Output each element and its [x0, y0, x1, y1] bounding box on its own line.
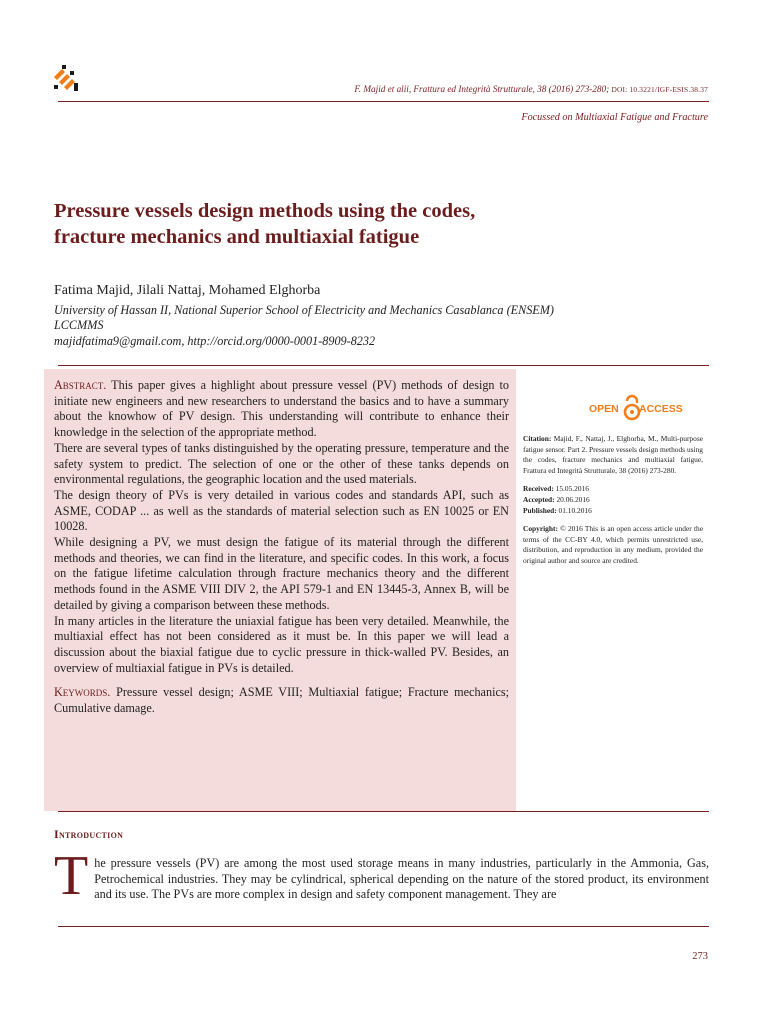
- contact-email-orcid[interactable]: majidfatima9@gmail.com, http://orcid.org/0000-0001-8909-8232: [54, 334, 376, 348]
- copyright-info: [523, 524, 703, 566]
- abstract: [54, 378, 509, 717]
- accepted-row: [523, 495, 590, 504]
- abstract-paragraph-5: In many articles in the literature the uniaxial fatigue has been very detailed. Meanwhile, the multiaxial effect has not been considered as it must be. In this paper we will lead a discussion about the biaxial fatigue due to cyclic pressure in thick-walled PV. Besides, an overview of multiaxial fatigue in PVs is detailed.: [54, 613, 509, 675]
- dates-info: [523, 484, 703, 516]
- authors: Fatima Majid, Jilali Nattaj, Mohamed Elghorba: [54, 283, 321, 298]
- keywords-heading: Keywords.: [54, 685, 111, 700]
- affiliation-line-2: LCCMMS: [54, 318, 104, 332]
- abstract-paragraph-1: [54, 378, 509, 441]
- open-access-logo-icon: [589, 393, 683, 425]
- article-info-sidebar: [523, 434, 703, 575]
- citation-label: Citation:: [523, 434, 552, 443]
- section-heading-introduction: Introduction: [54, 827, 124, 841]
- footer-rule: [58, 926, 709, 927]
- journal-logo-icon: [52, 63, 80, 93]
- keywords: [54, 685, 509, 716]
- abstract-paragraph-2: There are several types of tanks distinguished by the operating pressure, temperature and the safety system to predict. The selection of one or the other of these tanks depends on environmental regulations, the geographic location and the used materials.: [54, 440, 509, 487]
- drop-cap: T: [54, 845, 89, 907]
- citation-info: [523, 434, 703, 476]
- affiliation: [54, 303, 674, 333]
- title-line-2: fracture mechanics and multiaxial fatigue: [54, 226, 420, 248]
- abstract-bottom-rule: [58, 811, 709, 812]
- abstract-paragraph-4: While designing a PV, we must design the fatigue of its material through the different methods and theories, we can find in the literature, and specific codes. In this work, a focus on the fatigue lifetime calculation through fracture mechanics theory and the different methods found in the ASME VIII DIV 2, the API 579-1 and EN 13445-3, Annex B, will be detailed by giving a comparison between these methods.: [54, 535, 509, 612]
- citation-text: Majid, F., Nattaj, J., Elghorba, M., Multi-purpose fatigue sensor. Part 2. Pressure vessels design methods using the codes, fracture mechanics and multiaxial fatigue, Frattura ed Integrità Strutturale, 38 (2016) 273-280.: [523, 434, 703, 475]
- copyright-text: © 2016 This is an open access article under the terms of the CC-BY 4.0, which permits unrestricted use, distribution, and reproduction in any medium, provided the original author and source are credited.: [523, 524, 703, 565]
- abstract-heading: Abstract.: [54, 378, 107, 392]
- header-rule: [58, 101, 709, 102]
- page-number: 273: [692, 951, 708, 962]
- focus-issue-label: Focussed on Multiaxial Fatigue and Fracture: [521, 112, 708, 123]
- introduction-text: [54, 845, 709, 907]
- title-line-1: Pressure vessels design methods using the codes,: [54, 200, 476, 222]
- published-date: 01.10.2016: [558, 505, 592, 515]
- accepted-label: Accepted:: [523, 494, 555, 504]
- keywords-text: Pressure vessel design; ASME VIII; Multiaxial fatigue; Fracture mechanics; Cumulative damage.: [54, 685, 509, 716]
- received-date: 15.05.2016: [555, 484, 589, 494]
- published-row: [523, 506, 592, 515]
- running-header-citation: [354, 84, 708, 94]
- abstract-p1-text: This paper gives a highlight about pressure vessel (PV) methods of design to initiate new engineers and new researchers to understand the basics and to have a summary about the knowhow of PV design. This understanding will contribute to enhance their knowledge in the selection of the appropriate method.: [54, 378, 509, 440]
- paper-title: [54, 198, 674, 250]
- header-citation: F. Majid et alii, Frattura ed Integrità Strutturale, 38 (2016) 273-280;: [354, 84, 610, 94]
- open-access-right-text: ACCESS: [639, 403, 683, 415]
- published-label: Published:: [523, 505, 557, 515]
- abstract-top-rule: [58, 365, 709, 366]
- affiliation-line-1: University of Hassan II, National Superior School of Electricity and Mechanics Casablanca (ENSEM): [54, 303, 554, 317]
- received-row: [523, 484, 589, 493]
- received-label: Received:: [523, 484, 554, 494]
- accepted-date: 20.06.2016: [556, 494, 590, 504]
- introduction-paragraph: he pressure vessels (PV) are among the most used storage means in many industries, particularly in the Ammonia, Gas, Petrochemical industries. They may be cylindrical, spherical depending on the nature of the stored product, its environment and its use. The PVs are more complex in design and safety component management. They are: [94, 856, 709, 902]
- header-doi: DOI: 10.3221/IGF-ESIS.38.37: [611, 85, 708, 94]
- open-access-left-text: OPEN: [589, 403, 619, 415]
- open-lock-icon: [625, 396, 639, 419]
- copyright-label: Copyright:: [523, 524, 558, 534]
- abstract-paragraph-3: The design theory of PVs is very detailed in various codes and standards API, such as ASME, CODAP ... as well as the standards of material selection such as EN 10025 or EN 10028.: [54, 487, 509, 534]
